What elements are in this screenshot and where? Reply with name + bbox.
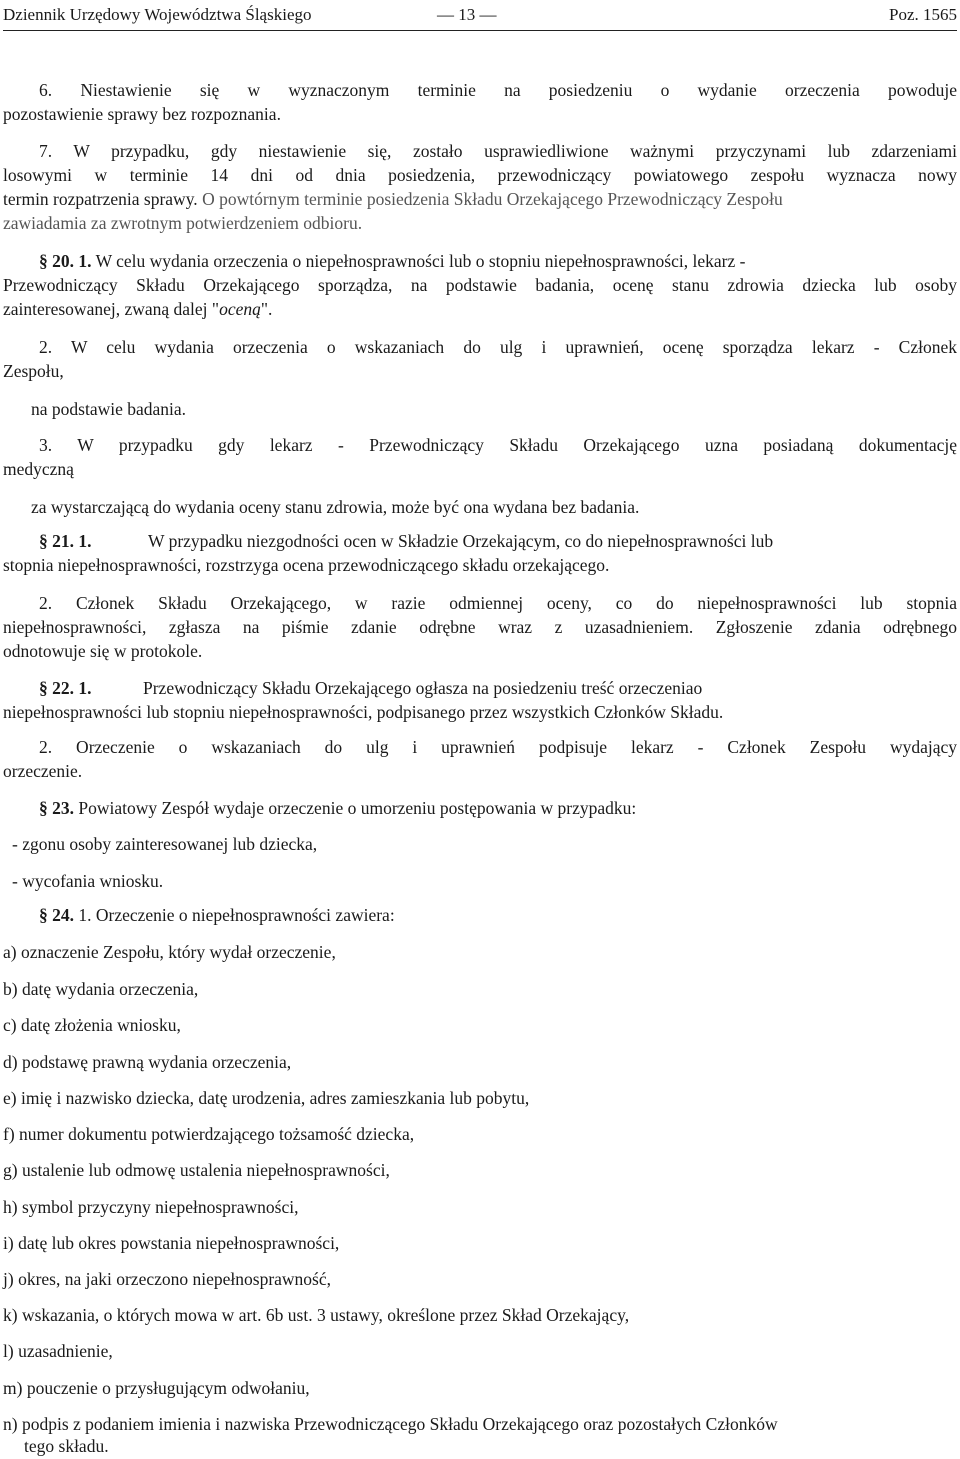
s22-line-2: niepełnosprawności lub stopniu niepełnosprawności, podpisanego przez wszystkich Członków Składu. — [3, 702, 724, 722]
s24-number: § 24. — [39, 905, 74, 925]
s24-sub-number: 1. — [78, 905, 92, 925]
s24-item-i: i) datę lub okres powstania niepełnosprawności, — [3, 1233, 340, 1253]
journal-title: Dziennik Urzędowy Województwa Śląskiego — [3, 5, 312, 24]
p7-line-3a: termin rozpatrzenia sprawy. — [3, 189, 198, 209]
s23-dash-2: - wycofania wniosku. — [12, 871, 164, 891]
s24-item-d: d) podstawę prawną wydania orzeczenia, — [3, 1052, 292, 1072]
s24-item-n-line-1: n) podpis z podaniem imienia i nazwiska Przewodniczącego Składu Orzekającego oraz pozostałych Członków — [3, 1414, 778, 1434]
position-number: Poz. 1565 — [889, 5, 957, 24]
s23-number: § 23. — [39, 798, 74, 818]
s24-item-c: c) datę złożenia wniosku, — [3, 1015, 181, 1035]
s21-line-1 — [39, 529, 957, 553]
s23-dash-1: - zgonu osoby zainteresowanej lub dziecka, — [12, 834, 318, 854]
page-header — [3, 4, 957, 31]
page-number: — 13 — — [437, 5, 497, 24]
s20-p2-line-3: na podstawie badania. — [31, 399, 187, 419]
s22-number: § 22. 1. — [39, 678, 92, 698]
s24-item-b: b) datę wydania orzeczenia, — [3, 979, 199, 999]
s24-item-k: k) wskazania, o których mowa w art. 6b ust. 3 ustawy, określone przez Skład Orzekający, — [3, 1305, 630, 1325]
s20-p2-line-1: 2. W celu wydania orzeczenia o wskazaniach do ulg i uprawnień, ocenę sporządza lekarz - Członek — [39, 337, 957, 357]
s20-p3-line-2: medyczną — [3, 459, 74, 479]
s21-p2-line-1: 2. Członek Składu Orzekającego, w razie odmiennej oceny, co do niepełnosprawności lub stopnia — [39, 593, 957, 613]
p7-line-3 — [3, 187, 957, 211]
s20-p2-line-2: Zespołu, — [3, 361, 64, 381]
s20-p3-line-1: 3. W przypadku gdy lekarz - Przewodniczący Składu Orzekającego uzna posiadaną dokumentację — [39, 435, 957, 455]
s21-p2-line-3: odnotowuje się w protokole. — [3, 641, 203, 661]
s22-p2-line-1: 2. Orzeczenie o wskazaniach do ulg i uprawnień podpisuje lekarz - Członek Zespołu wydający — [39, 737, 957, 757]
s22-text-1: Przewodniczący Składu Orzekającego ogłasza na posiedzeniu treść orzeczeniao — [143, 678, 703, 698]
s20-line-1 — [39, 249, 957, 273]
s22-line-1 — [39, 676, 957, 700]
s24-item-n-line-2: tego składu. — [24, 1436, 109, 1456]
s24-item-g: g) ustalenie lub odmowę ustalenia niepełnosprawności, — [3, 1160, 390, 1180]
s24-text-1: Orzeczenie o niepełnosprawności zawiera: — [95, 905, 395, 925]
s24-item-h: h) symbol przyczyny niepełnosprawności, — [3, 1197, 299, 1217]
s20-p3-line-3: za wystarczającą do wydania oceny stanu zdrowia, może być ona wydana bez badania. — [31, 497, 640, 517]
s20-line-2: Przewodniczący Składu Orzekającego sporządza, na podstawie badania, ocenę stanu zdrowia dziecka lub osoby — [3, 275, 957, 295]
s24-item-l: l) uzasadnienie, — [3, 1341, 113, 1361]
s20-text-1: W celu wydania orzeczenia o niepełnosprawności lub o stopniu niepełnosprawności, lekarz - — [95, 251, 746, 271]
s21-line-2: stopnia niepełnosprawności, rozstrzyga ocena przewodniczącego składu orzekającego. — [3, 555, 610, 575]
s24-item-j: j) okres, na jaki orzeczono niepełnosprawność, — [3, 1269, 332, 1289]
s21-p2-line-2: niepełnosprawności, zgłasza na piśmie zdanie odrębne wraz z uzasadnieniem. Zgłoszenie zdania odrębnego — [3, 617, 957, 637]
p6-line-2: pozostawienie sprawy bez rozpoznania. — [3, 104, 281, 124]
s21-text-1: W przypadku niezgodności ocen w Składzie Orzekającym, co do niepełnosprawności lub — [148, 531, 774, 551]
s24-item-a: a) oznaczenie Zespołu, który wydał orzeczenie, — [3, 942, 336, 962]
s22-p2-line-2: orzeczenie. — [3, 761, 83, 781]
s20-text-3: zainteresowanej, zwaną dalej " — [3, 299, 220, 319]
p7-line-4: zawiadamia za zwrotnym potwierdzeniem odbioru. — [3, 213, 363, 233]
s20-italic-term: oceną — [219, 299, 261, 319]
s20-line-3 — [3, 297, 957, 321]
p7-line-2: losowymi w terminie 14 dni od dnia posiedzenia, przewodniczący powiatowego zespołu wyznacza nowy — [3, 165, 957, 185]
s20-number: § 20. 1. — [39, 251, 92, 271]
s24-item-f: f) numer dokumentu potwierdzającego tożsamość dziecka, — [3, 1124, 415, 1144]
s24-line-1 — [39, 903, 960, 927]
s20-text-3-end: ". — [260, 299, 273, 319]
s24-item-m: m) pouczenie o przysługującym odwołaniu, — [3, 1378, 310, 1398]
p7-line-1: 7. W przypadku, gdy niestawienie się, zostało usprawiedliwione ważnymi przyczynami lub zdarzeniami — [39, 141, 957, 161]
p7-line-3b: O powtórnym terminie posiedzenia Składu Orzekającego Przewodniczący Zespołu — [202, 189, 783, 209]
s23-line-1 — [39, 796, 960, 820]
s24-item-e: e) imię i nazwisko dziecka, datę urodzenia, adres zamieszkania lub pobytu, — [3, 1088, 530, 1108]
s23-text-1: Powiatowy Zespół wydaje orzeczenie o umorzeniu postępowania w przypadku: — [78, 798, 637, 818]
p6-line-1: 6. Niestawienie się w wyznaczonym terminie na posiedzeniu o wydanie orzeczenia powoduje — [39, 80, 957, 100]
s21-number: § 21. 1. — [39, 531, 92, 551]
